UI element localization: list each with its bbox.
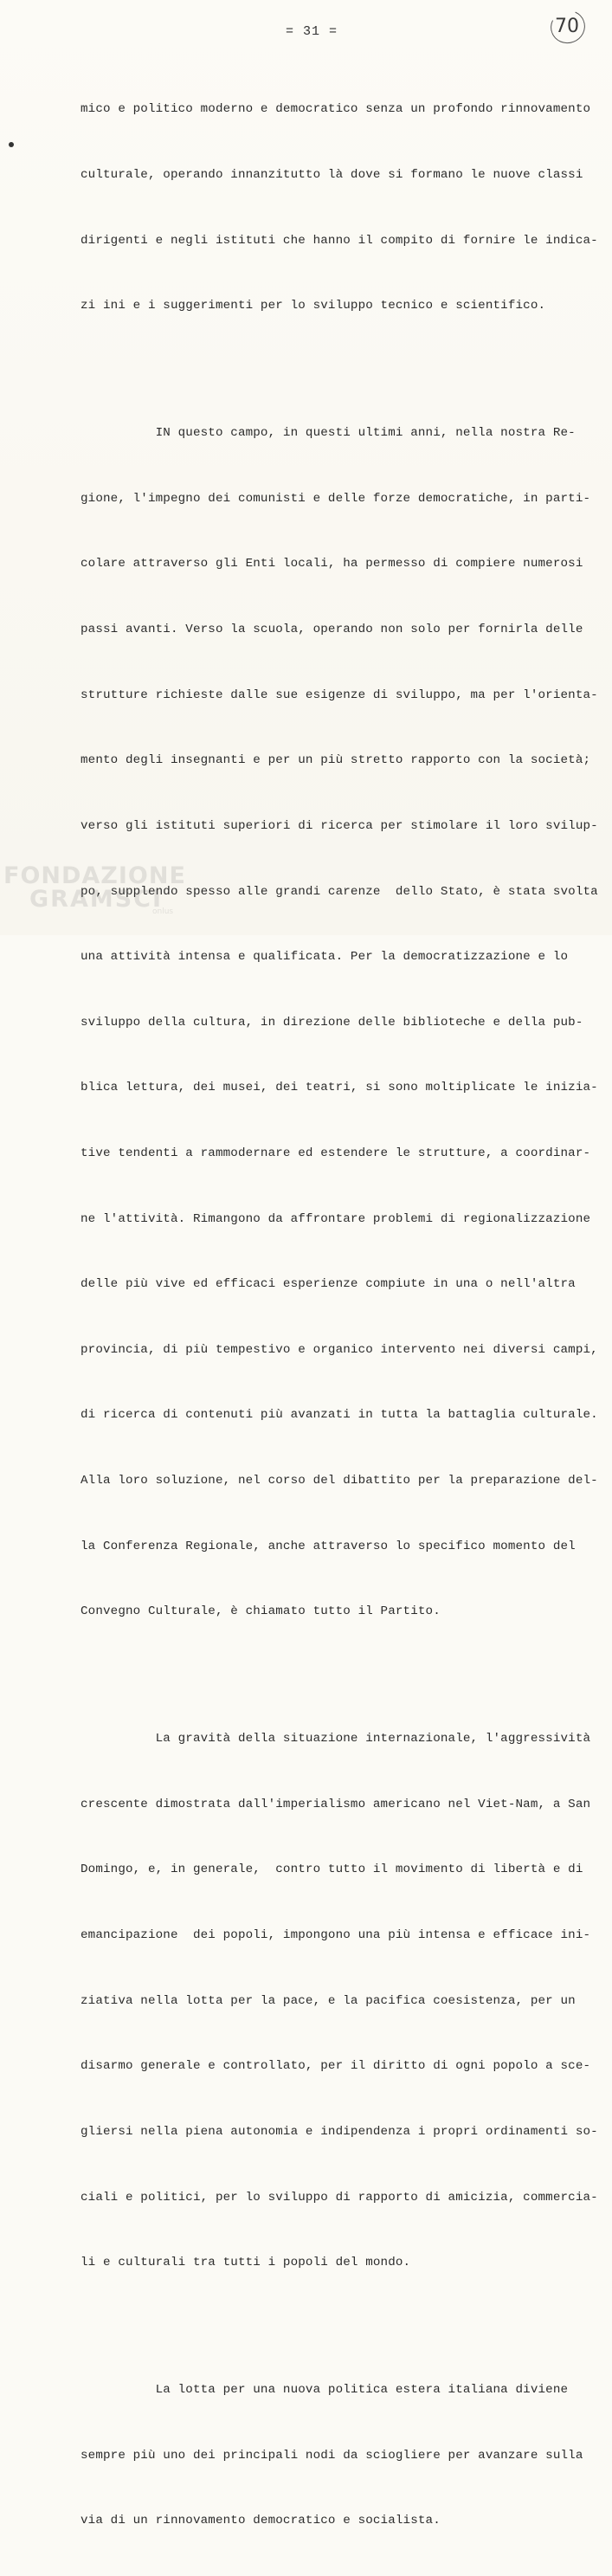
text-line: IN questo campo, in questi ultimi anni, nella nostra Re- bbox=[81, 426, 576, 441]
text-line: crescente dimostrata dall'imperialismo americano nel Viet-Nam, a San bbox=[81, 1797, 591, 1811]
paragraph-gap bbox=[81, 1667, 591, 1685]
text-line: po, supplendo spesso alle grandi carenze dello Stato, è stata svolta bbox=[81, 884, 598, 899]
document-body bbox=[81, 55, 598, 2576]
watermark-line-1: FONDAZIONE bbox=[3, 862, 186, 889]
text-line: una attività intensa e qualificata. Per la democratizzazione e lo bbox=[81, 950, 569, 965]
page-number: = 31 = bbox=[286, 24, 338, 39]
text-line: culturale, operando innanzitutto là dove si formano le nuove classi bbox=[81, 168, 583, 183]
handwritten-folio-number: 70 bbox=[555, 16, 579, 37]
watermark-line-2: GRAMSCI bbox=[29, 886, 164, 913]
text-line: mento degli insegnanti e per un più stretto rapporto con la società; bbox=[81, 753, 591, 768]
text-line: La lotta per una nuova politica estera italiana diviene bbox=[81, 2383, 569, 2398]
text-line: provincia, di più tempestivo e organico intervento nei diversi campi, bbox=[81, 1342, 598, 1357]
text-line: colare attraverso gli Enti locali, ha permesso di compiere numerosi bbox=[81, 557, 583, 571]
text-line: li e culturali tra tutti i popoli del mondo. bbox=[81, 2256, 411, 2270]
paragraph-gap bbox=[81, 361, 591, 379]
text-line: passi avanti. Verso la scuola, operando non solo per fornirla delle bbox=[81, 623, 583, 637]
text-line: strutture richieste dalle sue esigenze di sviluppo, ma per l'orienta- bbox=[81, 688, 598, 702]
text-line: ziativa nella lotta per la pace, e la pacifica coesistenza, per un bbox=[81, 1993, 576, 2008]
text-line: blica lettura, dei musei, dei teatri, si sono moltiplicate le inizia- bbox=[81, 1081, 598, 1095]
text-line: di ricerca di contenuti più avanzati in tutta la battaglia culturale. bbox=[81, 1408, 598, 1423]
watermark-suffix: onlus bbox=[152, 907, 174, 916]
fondazione-gramsci-watermark bbox=[3, 862, 186, 916]
text-line: gione, l'impegno dei comunisti e delle forze democratiche, in parti- bbox=[81, 491, 591, 506]
text-line: ciali e politici, per lo sviluppo di rapporto di amicizia, commercia- bbox=[81, 2190, 598, 2205]
text-line: la Conferenza Regionale, anche attraverso lo specifico momento del bbox=[81, 1539, 576, 1553]
paragraph-gap bbox=[81, 2318, 591, 2336]
text-line: disarmo generale e controllato, per il diritto di ogni popolo a sce- bbox=[81, 2059, 591, 2074]
text-line: ne l'attività. Rimangono da affrontare problemi di regionalizzazione bbox=[81, 1211, 591, 1226]
text-line: tive tendenti a rammodernare ed estendere le strutture, a coordinar- bbox=[81, 1146, 591, 1160]
text-line: mico e politico moderno e democratico senza un profondo rinnovamento bbox=[81, 102, 591, 117]
text-line: Convegno Culturale, è chiamato tutto il Partito. bbox=[81, 1604, 441, 1619]
text-line: La gravità della situazione internazionale, l'aggressività bbox=[81, 1732, 591, 1746]
paragraph bbox=[81, 2336, 591, 2576]
text-line: dirigenti e negli istituti che hanno il compito di fornire le indica- bbox=[81, 233, 598, 248]
text-line: Alla loro soluzione, nel corso del dibattito per la preparazione del- bbox=[81, 1474, 598, 1488]
text-line: via di un rinnovamento democratico e socialista. bbox=[81, 2514, 441, 2528]
text-line: sviluppo della cultura, in direzione delle biblioteche e della pub- bbox=[81, 1015, 583, 1030]
text-line: Domingo, e, in generale, contro tutto il movimento di libertà e di bbox=[81, 1863, 583, 1877]
text-line: gliersi nella piena autonomia e indipendenza i propri ordinamenti so- bbox=[81, 2124, 598, 2139]
paragraph bbox=[81, 379, 598, 1667]
text-line: zi ini e i suggerimenti per lo sviluppo tecnico e scientifico. bbox=[81, 299, 546, 313]
margin-dot bbox=[9, 142, 14, 147]
paragraph bbox=[81, 1685, 598, 2318]
text-line: sempre più uno dei principali nodi da sciogliere per avanzare sulla bbox=[81, 2448, 583, 2463]
text-line: delle più vive ed efficaci esperienze compiute in una o nell'altra bbox=[81, 1277, 576, 1292]
paragraph bbox=[81, 55, 598, 361]
text-line: verso gli istituti superiori di ricerca per stimolare il loro svilup- bbox=[81, 818, 598, 833]
text-line: emancipazione dei popoli, impongono una più intensa e efficace ini- bbox=[81, 1928, 591, 1943]
